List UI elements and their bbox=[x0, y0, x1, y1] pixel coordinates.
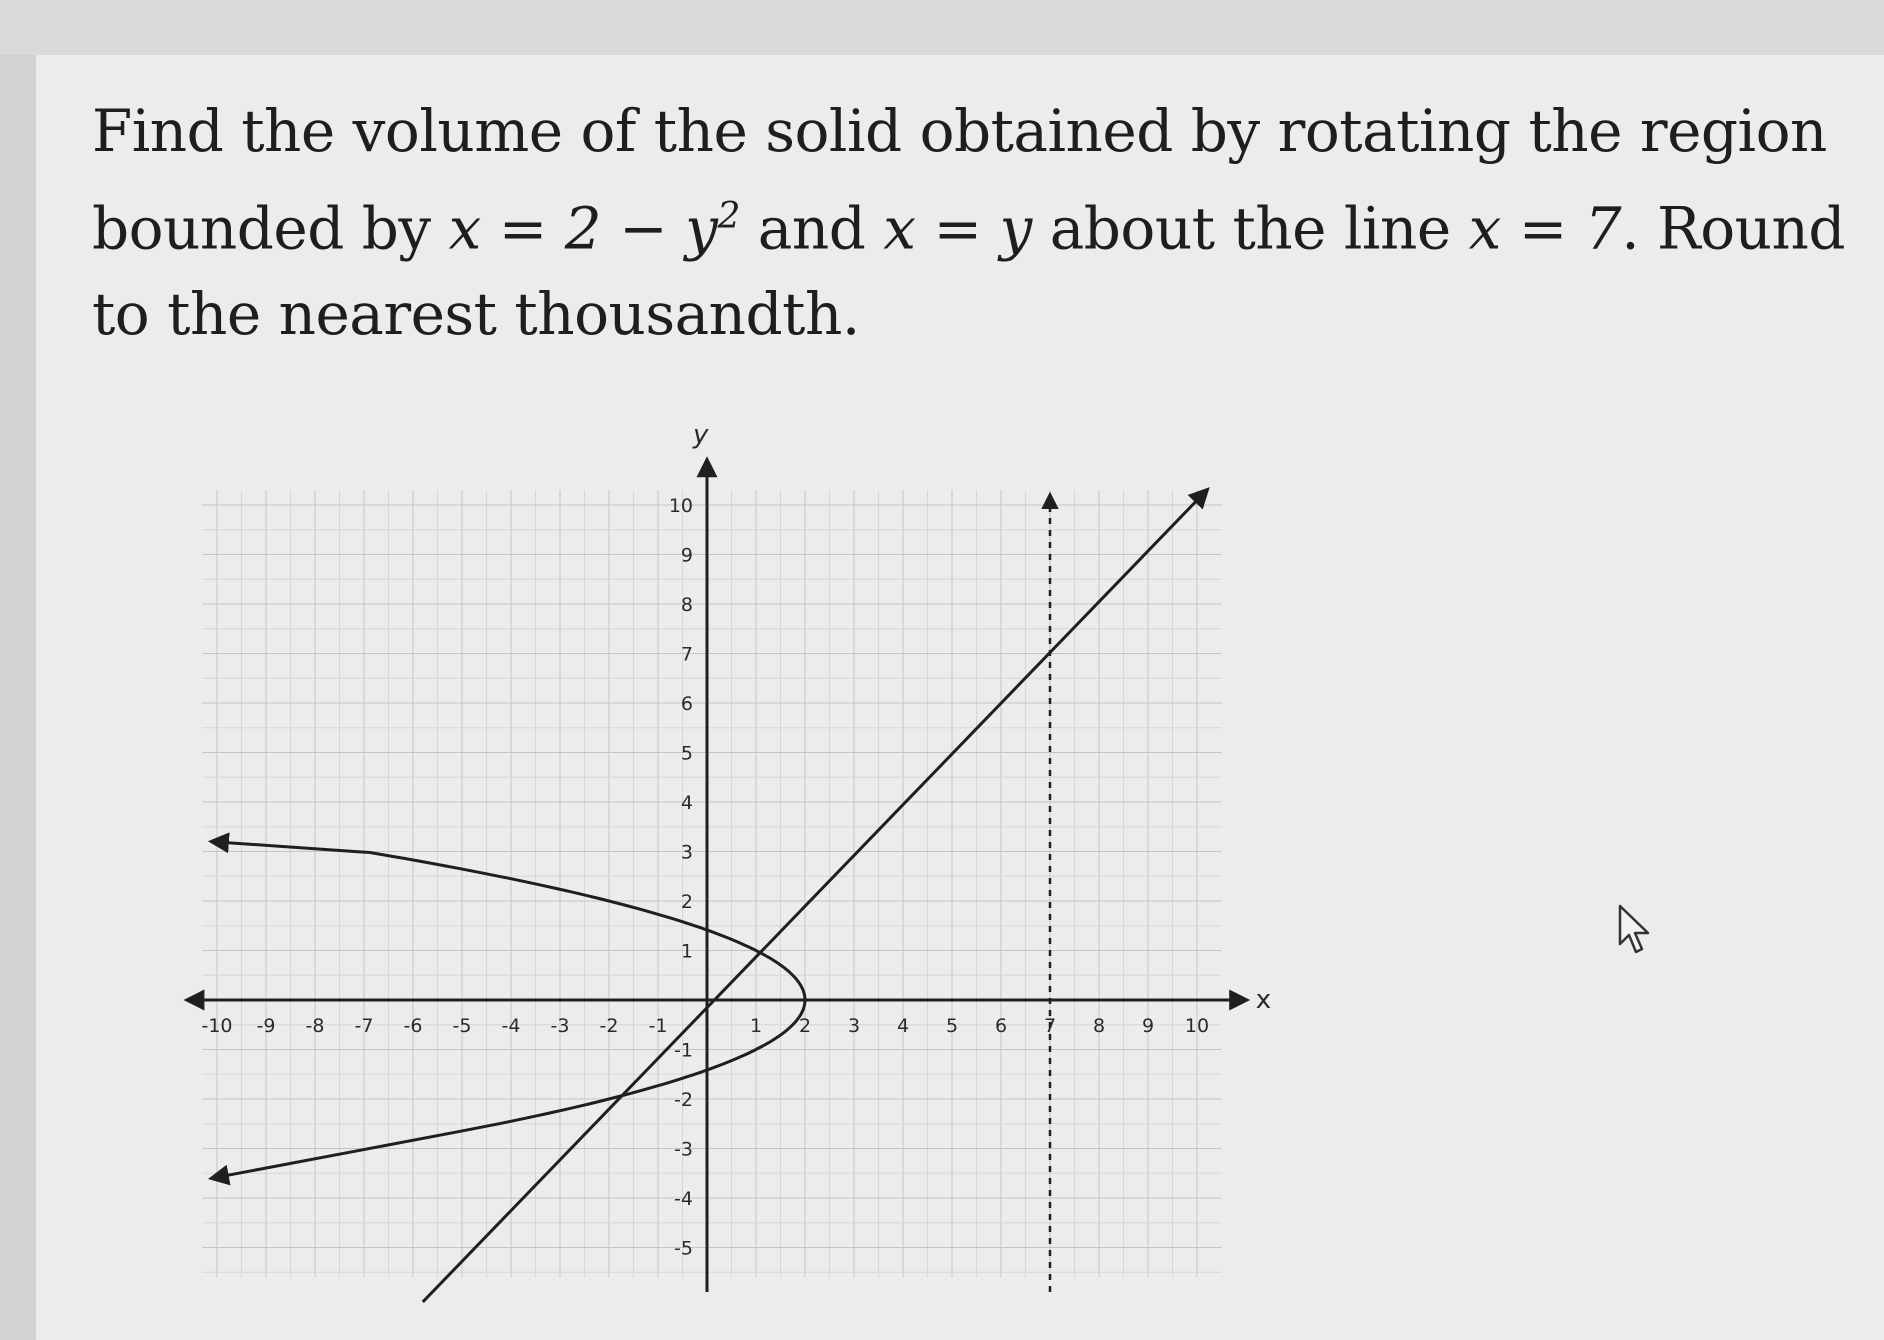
y-axis-label: y bbox=[693, 420, 709, 451]
y-tick-label: 5 bbox=[680, 742, 693, 765]
y-tick-label: 8 bbox=[680, 594, 693, 616]
mouse-pointer-icon bbox=[1616, 904, 1656, 958]
line-x-equals-y bbox=[423, 490, 1210, 1302]
x-tick-label: 6 bbox=[994, 1015, 1008, 1037]
y-tick-label: 9 bbox=[680, 544, 693, 567]
x-tick-label: 3 bbox=[847, 1015, 861, 1037]
question-line-3: to the nearest thousandth. bbox=[92, 280, 860, 349]
x-axis-label: x bbox=[1255, 985, 1272, 1015]
x-tick-label: 2 bbox=[798, 1015, 812, 1037]
graph-tick-labels bbox=[201, 495, 1209, 1260]
x-tick-label: 4 bbox=[896, 1015, 910, 1037]
x-tick-label: -9 bbox=[256, 1015, 276, 1037]
x-tick-label: -1 bbox=[648, 1015, 668, 1037]
math-eq-1: = 2 − bbox=[480, 194, 686, 263]
x-tick-label: -3 bbox=[550, 1015, 570, 1037]
x-tick-label: 7 bbox=[1043, 1015, 1057, 1037]
question-line-1: Find the volume of the solid obtained by rotating the region bbox=[92, 97, 1827, 165]
y-tick-label: -5 bbox=[674, 1237, 693, 1260]
math-x-3: x bbox=[1468, 194, 1501, 263]
y-tick-label: 7 bbox=[680, 643, 693, 666]
graph-axes bbox=[188, 420, 1272, 1292]
y-tick-label: -1 bbox=[674, 1039, 693, 1062]
math-y-2: y bbox=[999, 194, 1032, 263]
y-tick-label: 6 bbox=[680, 693, 693, 715]
y-tick-label: -4 bbox=[674, 1188, 693, 1210]
question-about: about the line bbox=[1031, 194, 1469, 263]
y-tick-label: 1 bbox=[680, 940, 693, 963]
parabola-curve bbox=[212, 842, 805, 1179]
x-tick-label: 5 bbox=[945, 1015, 959, 1037]
x-tick-label: -7 bbox=[354, 1015, 374, 1037]
y-tick-label: 2 bbox=[680, 891, 693, 913]
question-round: . Round bbox=[1621, 194, 1845, 263]
question-and: and bbox=[739, 194, 884, 263]
x-tick-label: 1 bbox=[749, 1015, 763, 1037]
x-tick-label: -4 bbox=[501, 1015, 521, 1037]
x-tick-label: -6 bbox=[403, 1015, 423, 1037]
graph-curves bbox=[212, 490, 1210, 1302]
graph-grid bbox=[202, 490, 1221, 1277]
y-tick-label: 3 bbox=[680, 841, 693, 864]
question-bounded-by: bounded by bbox=[92, 194, 449, 263]
x-tick-label: 10 bbox=[1184, 1015, 1210, 1037]
math-exponent: 2 bbox=[717, 196, 740, 237]
x-tick-label: -10 bbox=[201, 1015, 233, 1037]
x-tick-label: 9 bbox=[1141, 1015, 1155, 1037]
math-x-1: x bbox=[448, 194, 481, 263]
x-tick-label: -5 bbox=[452, 1015, 472, 1037]
math-eq-2: = bbox=[915, 194, 1000, 263]
math-x-2: x bbox=[883, 194, 916, 263]
y-tick-label: 10 bbox=[668, 495, 693, 517]
y-tick-label: -2 bbox=[674, 1089, 693, 1111]
x-tick-label: -8 bbox=[305, 1015, 325, 1037]
x-tick-label: -2 bbox=[599, 1015, 619, 1037]
math-eq-3: = 7 bbox=[1500, 194, 1622, 263]
math-y-1: y bbox=[685, 194, 718, 263]
y-tick-label: 4 bbox=[680, 792, 693, 814]
x-tick-label: 8 bbox=[1092, 1015, 1106, 1037]
y-tick-label: -3 bbox=[674, 1138, 693, 1161]
